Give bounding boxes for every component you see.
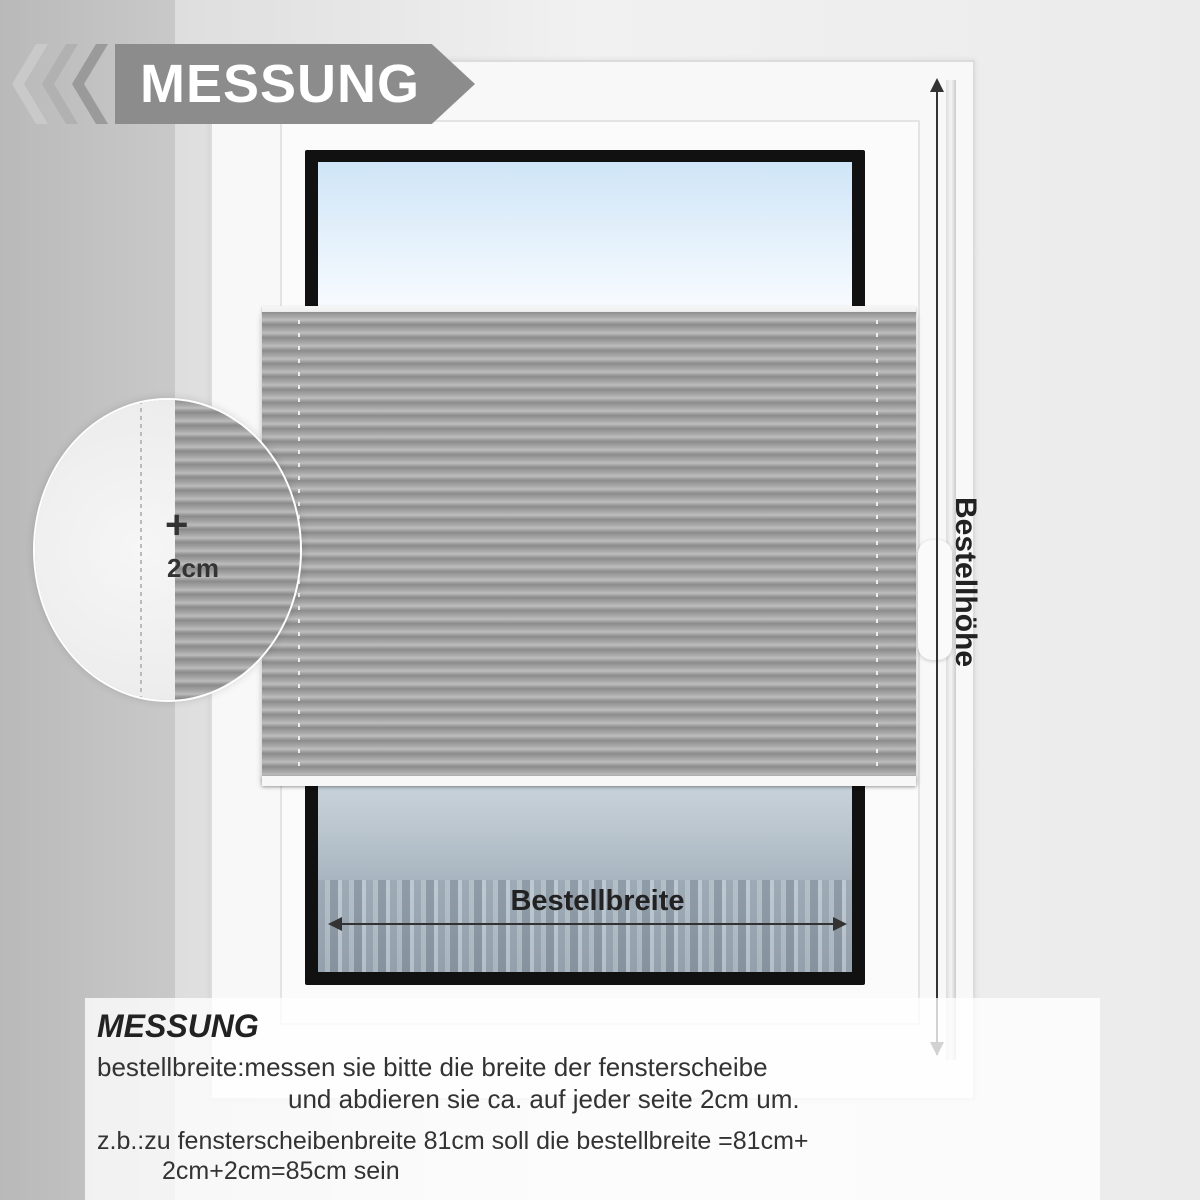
example-line: 2cm+2cm=85cm sein [162, 1157, 400, 1185]
glass-edge-line [140, 400, 142, 700]
height-measure-line [936, 80, 938, 1055]
pleated-blind [262, 312, 916, 782]
height-label: Bestellhöhe [949, 497, 982, 668]
arrow-left-icon [328, 917, 342, 931]
instructions-title: MESSUNG [97, 1008, 259, 1044]
plus-icon: + [165, 503, 189, 547]
width-measure-line [330, 923, 845, 925]
arrow-up-icon [930, 78, 944, 92]
arrow-right-icon [833, 917, 847, 931]
instruction-line: bestellbreite:messen sie bitte die breite der fensterscheibe [97, 1052, 768, 1082]
blind-bottom-rail [262, 776, 916, 786]
blind-cord-right [876, 320, 878, 775]
instruction-line: und abdieren sie ca. auf jeder seite 2cm um. [288, 1084, 800, 1114]
width-label: Bestellbreite [510, 885, 685, 917]
example-line: z.b.:zu fensterscheibenbreite 81cm soll die bestellbreite =81cm+ [97, 1127, 809, 1155]
detail-magnifier [35, 400, 300, 700]
header-title: MESSUNG [140, 54, 421, 114]
overlap-label: 2cm [167, 553, 220, 583]
magnified-blind [175, 400, 300, 700]
window-handle [918, 540, 952, 660]
